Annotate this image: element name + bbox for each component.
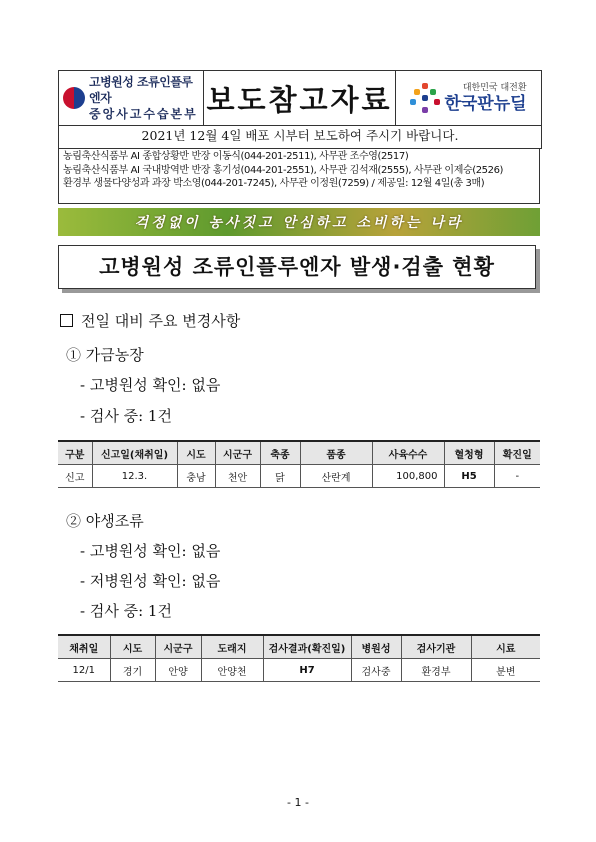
column-header: 축종 (260, 441, 300, 465)
org-name-line1: 고병원성 조류인플루엔자 (89, 75, 193, 105)
table-cell: 신고 (58, 465, 92, 488)
wild-item: - 고병원성 확인: 없음 (80, 542, 221, 560)
government-emblem-icon (63, 87, 85, 109)
table-cell: 100,800 (372, 465, 444, 488)
wild-table (58, 634, 540, 682)
brand-cell (396, 71, 541, 125)
column-header: 신고일(채취일) (92, 441, 177, 465)
table-cell: 안양천 (201, 659, 263, 682)
section-heading (60, 310, 240, 331)
table-cell: 12.3. (92, 465, 177, 488)
column-header: 시군구 (155, 635, 201, 659)
farm-item: - 검사 중: 1건 (80, 407, 172, 425)
column-header: 시도 (177, 441, 215, 465)
column-header: 채취일 (58, 635, 110, 659)
section-heading-text: 전일 대비 주요 변경사항 (81, 312, 241, 330)
table-cell: 분변 (471, 659, 540, 682)
table-cell: 충남 (177, 465, 215, 488)
farm-heading: ① 가금농장 (66, 346, 144, 364)
table-cell: 산란계 (300, 465, 372, 488)
page-number: - 1 - (287, 796, 309, 809)
column-header: 병원성 (351, 635, 401, 659)
brand-tagline: 대한민국 대전환 (462, 82, 527, 93)
farm-item: - 고병원성 확인: 없음 (80, 376, 221, 394)
contact-line: 농림축산식품부 AI 종합상황반 반장 이동식(044-201-2511), 사무관 조수영(2517) (63, 151, 409, 162)
table-cell: 검사중 (351, 659, 401, 682)
table-cell: - (494, 465, 540, 488)
table-header-row (58, 441, 540, 465)
brand-name: 한국판뉴딜 (444, 93, 527, 114)
column-header: 구분 (58, 441, 92, 465)
table-cell: 천안 (215, 465, 260, 488)
contact-info (58, 148, 540, 204)
column-header: 검사기관 (401, 635, 471, 659)
table-row (58, 465, 540, 488)
column-header: 시료 (471, 635, 540, 659)
wild-heading: ② 야생조류 (66, 512, 144, 530)
column-header: 시군구 (215, 441, 260, 465)
table-cell: 닭 (260, 465, 300, 488)
column-header: 시도 (110, 635, 155, 659)
table-cell: H5 (444, 465, 494, 488)
new-deal-logo-icon (410, 83, 440, 113)
column-header: 사육수수 (372, 441, 444, 465)
table-cell: 환경부 (401, 659, 471, 682)
table-cell: 안양 (155, 659, 201, 682)
table-row (58, 659, 540, 682)
contact-line: 농림축산식품부 AI 국내방역반 반장 홍기성(044-201-2551), 사무관 김석재(2555), 사무관 이제승(2526) (63, 164, 504, 176)
slogan-banner: 걱정없이 농사짓고 안심하고 소비하는 나라 (58, 208, 540, 236)
contact-line: 환경부 생물다양성과 과장 박소영(044-201-7245), 사무관 이정원(7259) / 제공일: 12월 4일(총 3매) (63, 178, 485, 189)
table-header-row (58, 635, 540, 659)
table-cell: H7 (263, 659, 351, 682)
org-name-line2: 중앙사고수습본부 (89, 107, 198, 121)
page-title: 고병원성 조류인플루엔자 발생·검출 현황 (58, 245, 536, 289)
column-header: 도래지 (201, 635, 263, 659)
doc-type-label: 보도참고자료 (204, 71, 396, 125)
checkbox-square-icon (60, 314, 73, 327)
press-header (58, 70, 542, 126)
column-header: 확진일 (494, 441, 540, 465)
wild-item: - 검사 중: 1건 (80, 602, 172, 620)
column-header: 검사결과(확진일) (263, 635, 351, 659)
table-cell: 경기 (110, 659, 155, 682)
column-header: 품종 (300, 441, 372, 465)
org-cell (59, 71, 204, 125)
farm-table (58, 440, 540, 488)
column-header: 혈청형 (444, 441, 494, 465)
embargo-notice: 2021년 12월 4일 배포 시부터 보도하여 주시기 바랍니다. (58, 124, 542, 149)
wild-item: - 저병원성 확인: 없음 (80, 572, 221, 590)
table-cell: 12/1 (58, 659, 110, 682)
